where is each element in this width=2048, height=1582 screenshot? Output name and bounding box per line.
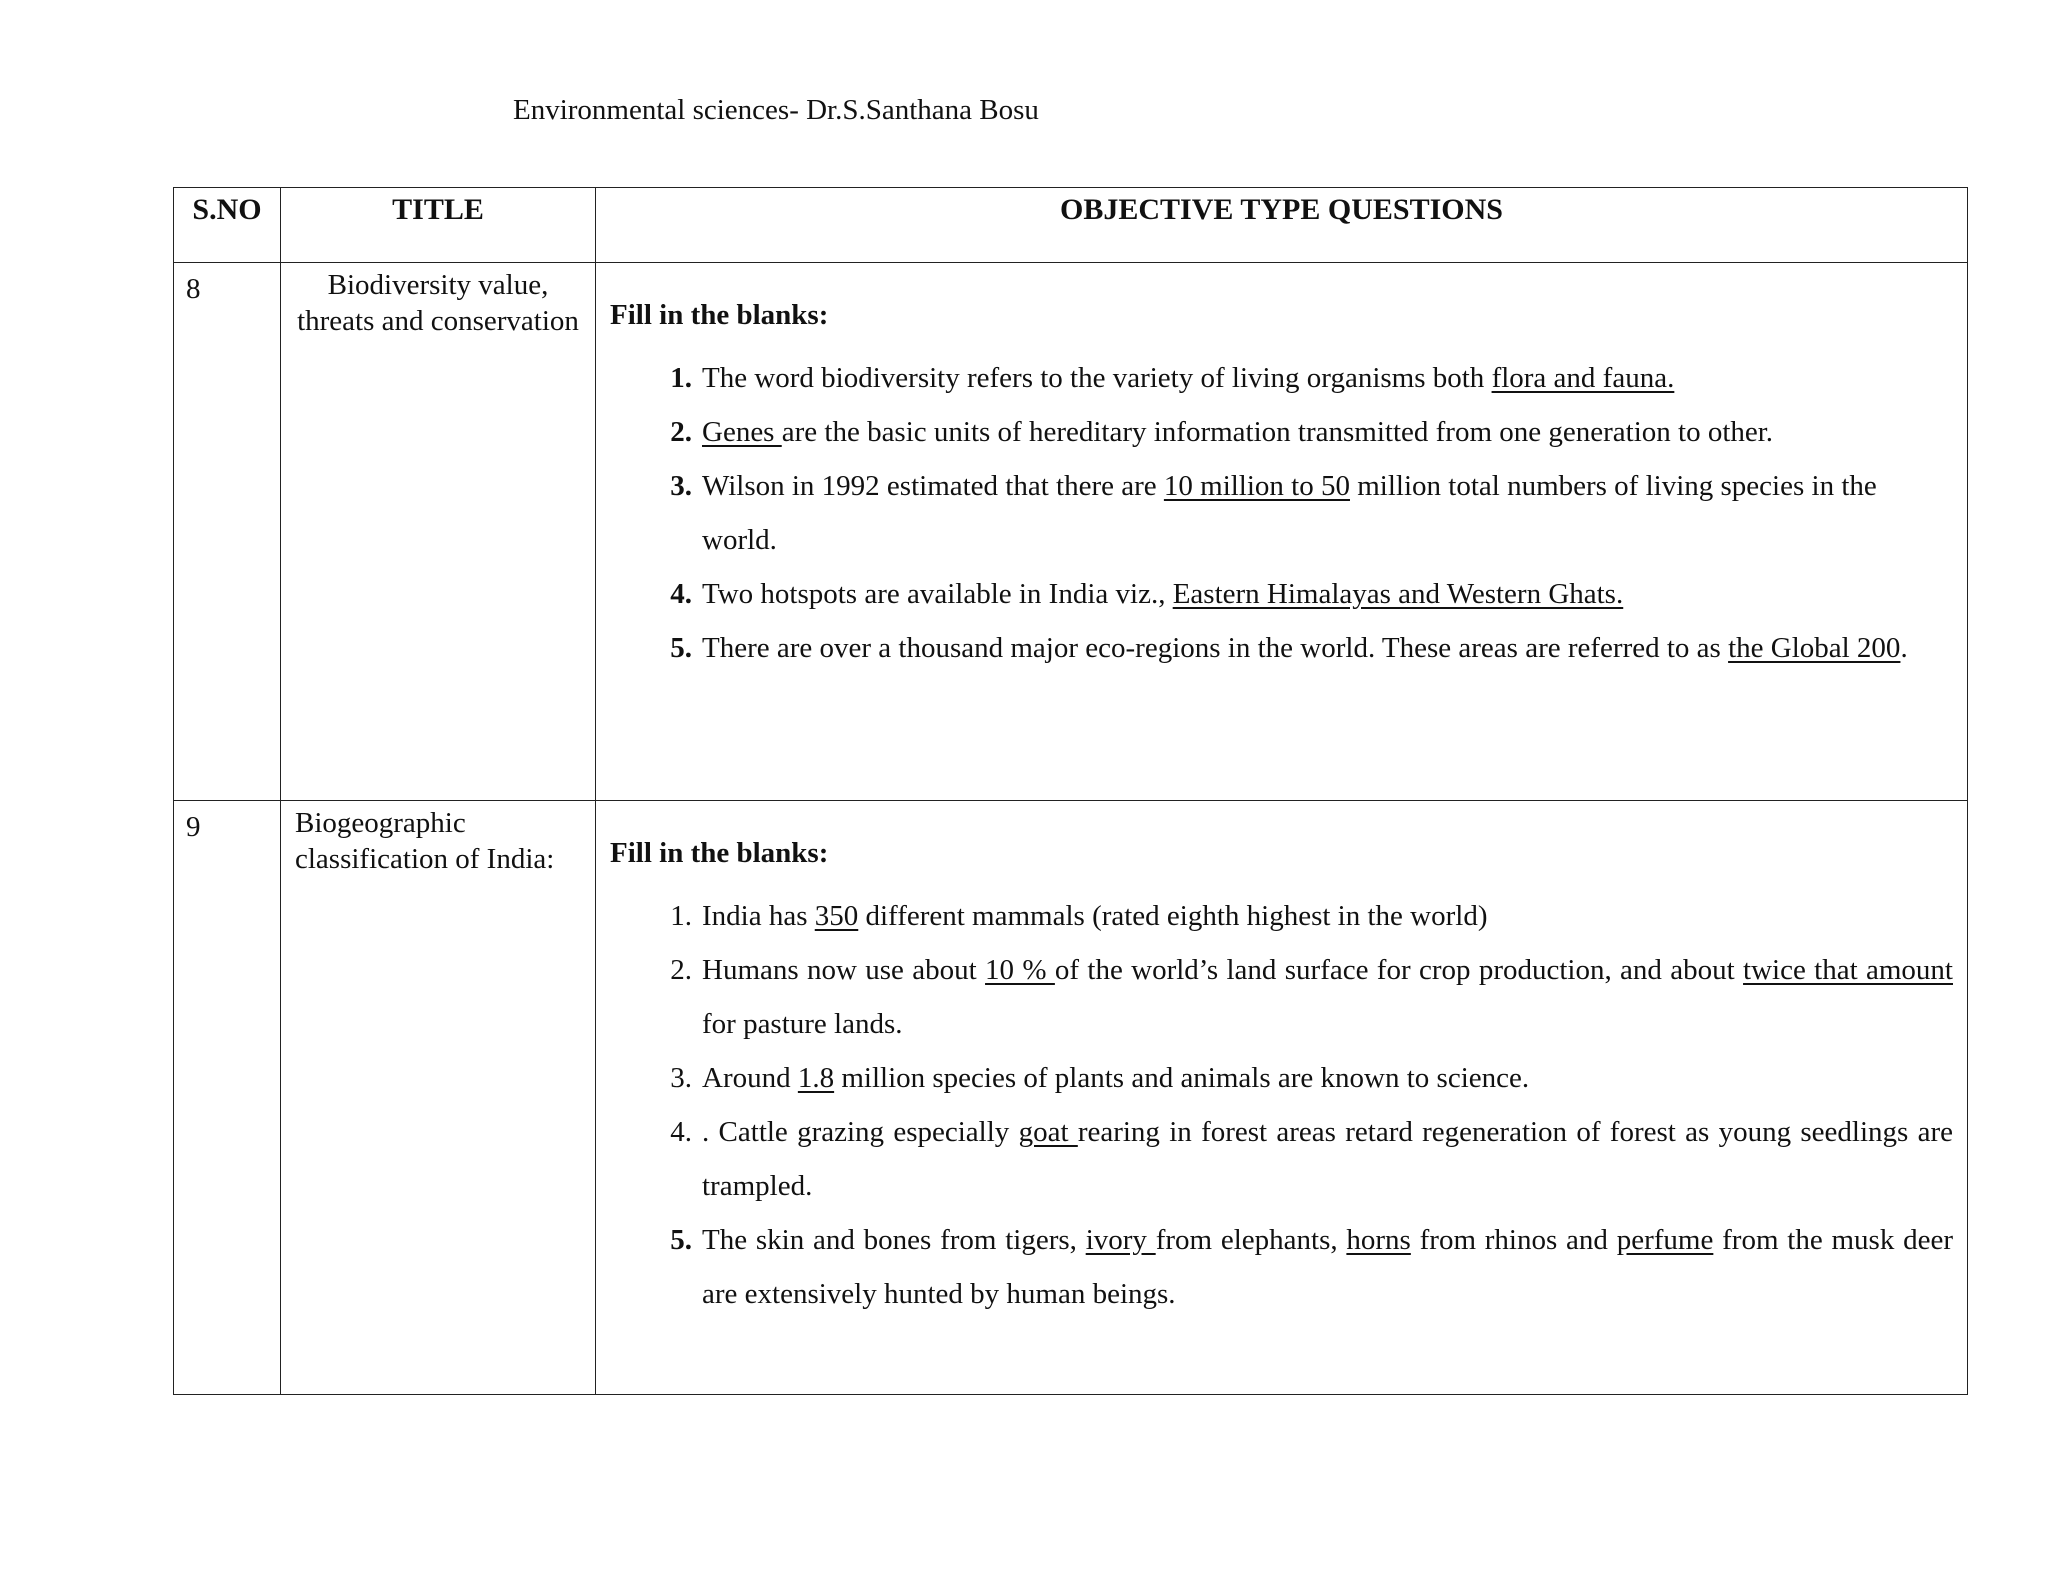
question-text: Wilson in 1992 estimated that there are [702,470,1164,502]
answer-blank: Eastern Himalayas and Western Ghats. [1172,578,1624,610]
list-item [610,1105,1953,1213]
item-number: 2. [670,954,692,986]
item-number: 5. [670,632,692,664]
question-text: rearing in forest areas retard regeneration of forest as young seedlings are trampled. [702,1116,1953,1202]
row-sno: 9 [174,801,281,1395]
column-header-sno: S.NO [174,188,281,263]
question-text: from rhinos and [1410,1224,1617,1256]
question-list [610,351,1953,675]
list-item [610,405,1953,459]
row-questions [596,263,1968,801]
question-text: different mammals (rated eighth highest in the world) [858,900,1488,932]
document-header: Environmental sciences- Dr.S.Santhana Bosu [513,94,1039,126]
question-text: Two hotspots are available in India viz., [702,578,1173,610]
list-item [610,459,1953,567]
item-number: 3. [670,1062,692,1094]
answer-blank: the Global 200 [1728,632,1901,664]
answer-blank: goat [1018,1116,1078,1148]
column-header-questions: OBJECTIVE TYPE QUESTIONS [596,188,1968,263]
answer-blank: 10 million to 50 [1163,470,1350,502]
question-text: Around [702,1062,798,1094]
question-list [610,889,1953,1321]
table-row [174,263,1968,801]
question-text: The word biodiversity refers to the variety of living organisms both [702,362,1492,394]
list-item [610,621,1953,675]
section-heading: Fill in the blanks: [610,837,829,869]
list-item [610,943,1953,1051]
row-sno: 8 [174,263,281,801]
answer-blank: 1.8 [797,1062,835,1094]
question-text: of the world’s land surface for crop production, and about [1054,954,1744,986]
question-text: There are over a thousand major eco-regions in the world. These areas are referred to as [702,632,1729,664]
list-item [610,351,1953,405]
row-questions [596,801,1968,1395]
question-text: are the basic units of hereditary information transmitted from one generation to other. [781,416,1774,448]
item-number: 3. [670,470,692,502]
question-text: The skin and bones from tigers, [702,1224,1086,1256]
answer-blank: 350 [814,900,859,932]
item-number: 1. [670,900,692,932]
list-item [610,1213,1953,1321]
question-text: India has [702,900,815,932]
table-row [174,801,1968,1395]
question-text: million species of plants and animals are known to science. [834,1062,1530,1094]
list-item [610,889,1953,943]
item-number: 1. [670,362,692,394]
list-item [610,567,1953,621]
answer-blank: 10 % [985,954,1055,986]
item-number: 5. [670,1224,692,1256]
question-text: Humans now use about [702,954,986,986]
item-number: 4. [670,578,692,610]
item-number: 2. [670,416,692,448]
answer-blank: perfume [1616,1224,1714,1256]
row-title: Biogeographic classification of India: [281,801,596,1395]
question-text: from elephants, [1155,1224,1347,1256]
answer-blank: horns [1346,1224,1411,1256]
answer-blank: Genes [702,416,782,448]
section-heading: Fill in the blanks: [610,299,829,331]
list-item [610,1051,1953,1105]
question-text: . Cattle grazing especially [702,1116,1019,1148]
column-header-title: TITLE [281,188,596,263]
question-text: from the musk deer are extensively hunted by human beings. [702,1224,1954,1310]
question-text: for pasture lands. [702,1008,903,1040]
question-text: . [1900,632,1908,664]
row-title: Biodiversity value, threats and conservation [281,263,596,801]
answer-blank: twice that amount [1743,954,1953,986]
answer-blank: ivory [1085,1224,1156,1256]
item-number: 4. [670,1116,692,1148]
table-header-row [174,188,1968,263]
question-text: million total numbers of living species in the world. [702,470,1877,556]
answer-blank: flora and fauna. [1491,362,1675,394]
questions-table [173,187,1968,1395]
